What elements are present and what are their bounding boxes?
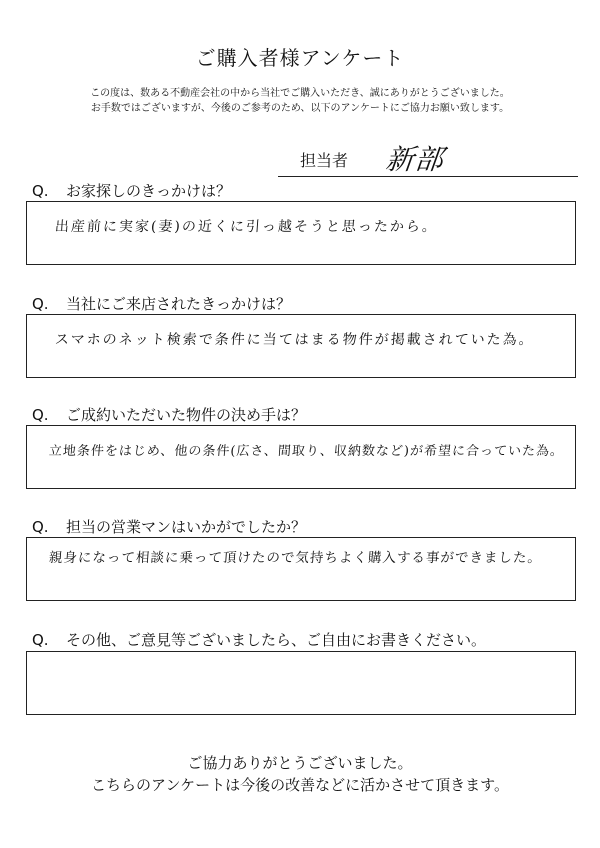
question-text: その他、ご意見等ございましたら、ご自由にお書きください。: [66, 631, 487, 649]
question-1: [32, 180, 231, 201]
answer-text: 親身になって相談に乗って頂けたので気持ちよく購入する事ができました。: [48, 550, 543, 566]
question-marker: Q.: [32, 631, 49, 649]
intro-line-1: この度は、数ある不動産会社の中から当社でご購入いただき、誠にありがとうございました。: [90, 88, 510, 99]
intro-text: [0, 86, 600, 116]
question-marker: Q.: [32, 406, 49, 424]
question-5: [32, 629, 486, 650]
answer-text: 立地条件をはじめ、他の条件(広さ、間取り、収納数など)が希望に合っていた為。: [48, 444, 565, 459]
page-title: ご購入者様アンケート: [195, 46, 405, 70]
question-text: お家探しのきっかけは？: [66, 182, 232, 200]
question-2: [32, 293, 291, 314]
answer-text: 出産前に実家(妻)の近くに引っ越そうと思ったから。: [54, 219, 439, 235]
footer-line-1: ご協力ありがとうございました。: [187, 754, 413, 772]
answer-box-2[interactable]: [26, 314, 576, 378]
staff-field: [278, 140, 578, 177]
question-marker: Q.: [32, 518, 49, 536]
question-text: 当社にご来店されたきっかけは？: [66, 295, 292, 313]
answer-box-3[interactable]: [26, 425, 576, 489]
staff-label: 担当者: [300, 151, 349, 170]
intro-line-2: お手数ではございますが、今後のご参考のため、以下のアンケートにご協力お願い致します。: [90, 103, 510, 114]
question-text: 担当の営業マンはいかがでしたか？: [66, 518, 307, 536]
footer-line-2: こちらのアンケートは今後の改善などに活かさせて頂きます。: [91, 776, 509, 794]
question-marker: Q.: [32, 295, 49, 313]
question-4: [32, 516, 306, 537]
answer-box-4[interactable]: [26, 537, 576, 601]
answer-text: スマホのネット検索で条件に当てはまる物件が掲載されていた為。: [54, 332, 536, 348]
question-text: ご成約いただいた物件の決め手は？: [66, 406, 307, 424]
question-3: [32, 404, 306, 425]
question-marker: Q.: [32, 182, 49, 200]
footer-message: [0, 752, 600, 796]
answer-box-1[interactable]: [26, 201, 576, 265]
staff-name-handwritten: 新部: [384, 143, 446, 176]
answer-box-5[interactable]: [26, 651, 576, 715]
